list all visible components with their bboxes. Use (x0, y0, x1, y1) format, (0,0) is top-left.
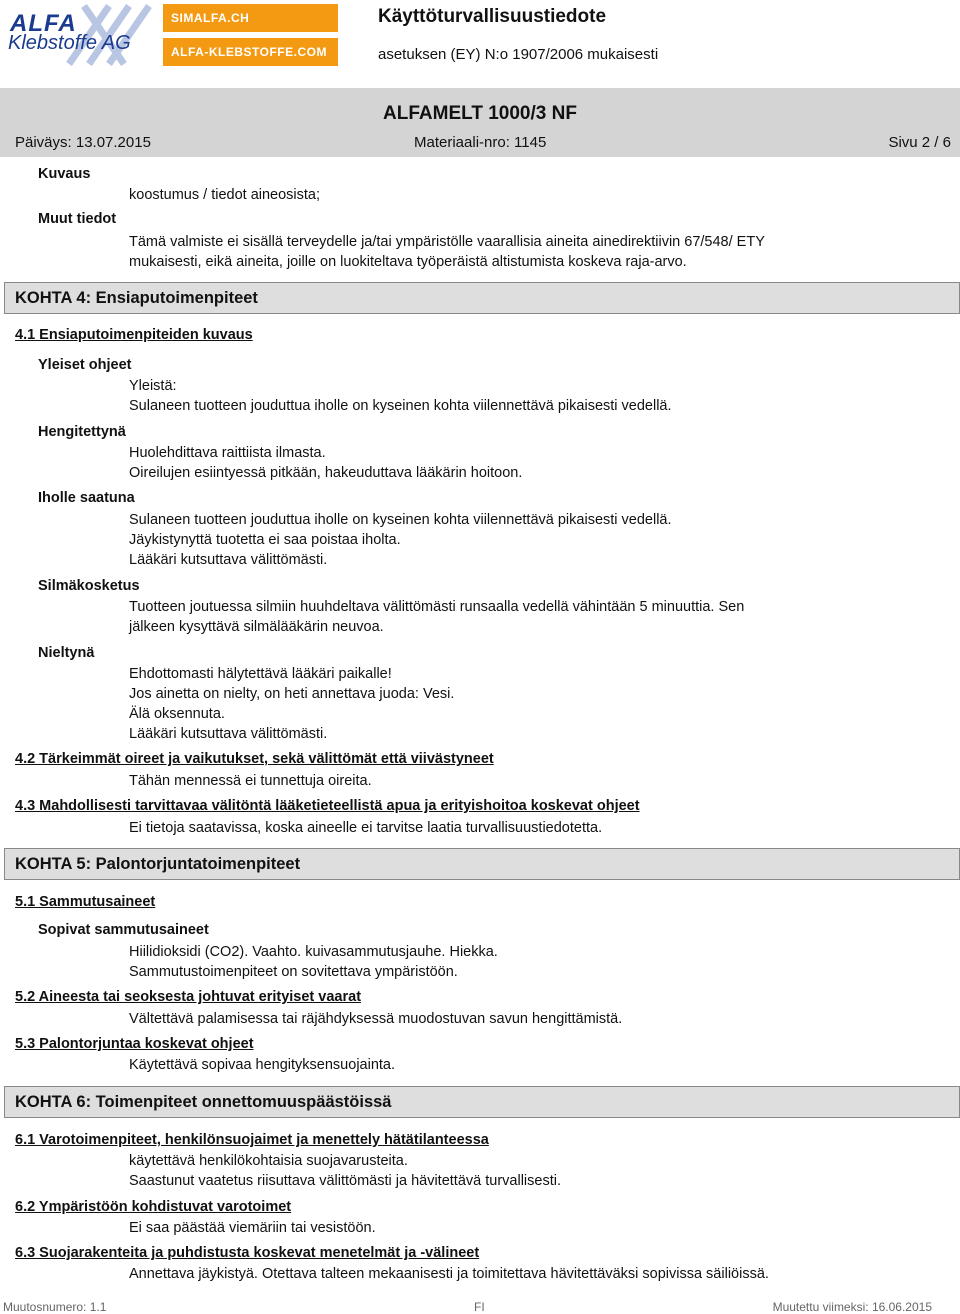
text-iho-2: Jäykistynyttä tuotetta ei saa poistaa iholta. (129, 532, 401, 548)
label-silmakosketus: Silmäkosketus (38, 578, 140, 594)
product-name: ALFAMELT 1000/3 NF (383, 103, 577, 124)
logo-text-top: ALFA (10, 10, 77, 37)
document-date: Päiväys: 13.07.2015 (15, 134, 151, 151)
text-niel-1: Ehdottomasti hälytettävä lääkäri paikalle! (129, 666, 392, 682)
website-tag-alfa-klebstoffe[interactable]: ALFA-KLEBSTOFFE.COM (163, 38, 338, 66)
subsection-4-2: 4.2 Tärkeimmät oireet ja vaikutukset, sekä välittömät että viivästyneet (15, 751, 494, 767)
text-5-3: Käytettävä sopivaa hengityksensuojainta. (129, 1057, 396, 1073)
website-tag-simalfa[interactable]: SIMALFA.CH (163, 4, 338, 32)
label-kuvaus: Kuvaus (38, 166, 91, 182)
text-6-1-1: käytettävä henkilökohtaisia suojavarusteita. (129, 1153, 408, 1169)
text-sopivat-2: Sammutustoimenpiteet on sovitettava ympäristöön. (129, 964, 458, 980)
section-5-header: KOHTA 5: Palontorjuntatoimenpiteet (4, 848, 960, 880)
text-muut-1: Tämä valmiste ei sisällä terveydelle ja/tai ympäristölle vaarallisia aineita ainedirektiivin 67/548/ ETY (129, 234, 765, 250)
subsection-6-2: 6.2 Ympäristöön kohdistuvat varotoimet (15, 1199, 292, 1215)
subsection-4-3: 4.3 Mahdollisesti tarvittavaa välitöntä lääketieteellistä apua ja erityishoitoa koskevat ohjeet (15, 798, 640, 814)
text-iho-1: Sulaneen tuotteen jouduttua iholle on kyseinen kohta viilennettävä pikaisesti vedellä. (129, 512, 672, 528)
text-iho-3: Lääkäri kutsuttava välittömästi. (129, 552, 328, 568)
text-niel-4: Lääkäri kutsuttava välittömästi. (129, 726, 328, 742)
text-4-3: Ei tietoja saatavissa, koska aineelle ei tarvitse laatia turvallisuustiedotetta. (129, 820, 603, 836)
text-6-3: Annettava jäykistyä. Otettava talteen mekaanisesti ja toimitettava hävitettäväksi sopivissa säiliöissä. (129, 1266, 769, 1282)
label-hengitettyna: Hengitettynä (38, 424, 126, 440)
section-4-header: KOHTA 4: Ensiaputoimenpiteet (4, 282, 960, 314)
subsection-5-1: 5.1 Sammutusaineet (15, 894, 156, 910)
text-4-2: Tähän mennessä ei tunnettuja oireita. (129, 773, 372, 789)
document-title: Käyttöturvallisuustiedote (378, 6, 607, 27)
logo-text-bottom: Klebstoffe AG (8, 32, 131, 54)
footer-revision: Muutosnumero: 1.1 (3, 1300, 107, 1314)
label-yleiset-ohjeet: Yleiset ohjeet (38, 357, 132, 373)
text-niel-2: Jos ainetta on nielty, on heti annettava juoda: Vesi. (129, 686, 455, 702)
text-kuvaus: koostumus / tiedot aineosista; (129, 187, 321, 203)
text-6-2: Ei saa päästää viemäriin tai vesistöön. (129, 1220, 376, 1236)
document-subtitle: asetuksen (EY) N:o 1907/2006 mukaisesti (378, 46, 659, 63)
text-niel-3: Älä oksennuta. (129, 706, 225, 722)
text-5-2: Vältettävä palamisessa tai räjähdyksessä muodostuvan savun hengittämistä. (129, 1011, 623, 1027)
text-yleiset-2: Sulaneen tuotteen jouduttua iholle on kyseinen kohta viilennettävä pikaisesti vedellä. (129, 398, 672, 414)
subsection-5-3: 5.3 Palontorjuntaa koskevat ohjeet (15, 1036, 254, 1052)
text-6-1-2: Saastunut vaatetus riisuttava välittömästi ja hävitettävä turvallisesti. (129, 1173, 561, 1189)
text-heng-2: Oireilujen esiintyessä pitkään, hakeuduttava lääkärin hoitoon. (129, 465, 523, 481)
footer-modified: Muutettu viimeksi: 16.06.2015 (772, 1300, 932, 1314)
label-muut-tiedot: Muut tiedot (38, 211, 117, 227)
label-sopivat-sammutusaineet: Sopivat sammutusaineet (38, 922, 209, 938)
label-iholle-saatuna: Iholle saatuna (38, 490, 135, 506)
company-logo (4, 2, 154, 68)
footer-language: FI (474, 1300, 485, 1314)
text-sopivat-1: Hiilidioksidi (CO2). Vaahto. kuivasammutusjauhe. Hiekka. (129, 944, 498, 960)
text-silma-2: jälkeen kysyttävä silmälääkärin neuvoa. (129, 619, 384, 635)
section-6-header: KOHTA 6: Toimenpiteet onnettomuuspäästöissä (4, 1086, 960, 1118)
text-silma-1: Tuotteen joutuessa silmiin huuhdeltava välittömästi runsaalla vedellä vähintään 5 minuuttia. Sen (129, 599, 745, 615)
subsection-6-3: 6.3 Suojarakenteita ja puhdistusta koskevat menetelmät ja -välineet (15, 1245, 480, 1261)
subsection-5-2: 5.2 Aineesta tai seoksesta johtuvat erityiset vaarat (15, 989, 362, 1005)
label-nieltyna: Nieltynä (38, 645, 95, 661)
text-muut-2: mukaisesti, eikä aineita, joille on luokiteltava työperäistä altistumista koskeva raja-arvo. (129, 254, 687, 270)
text-yleiset-1: Yleistä: (129, 378, 177, 394)
material-number: Materiaali-nro: 1145 (414, 134, 547, 151)
text-heng-1: Huolehdittava raittiista ilmasta. (129, 445, 326, 461)
subsection-6-1: 6.1 Varotoimenpiteet, henkilönsuojaimet ja menettely hätätilanteessa (15, 1132, 489, 1148)
page-number: Sivu 2 / 6 (888, 134, 951, 151)
subsection-4-1: 4.1 Ensiaputoimenpiteiden kuvaus (15, 327, 253, 343)
